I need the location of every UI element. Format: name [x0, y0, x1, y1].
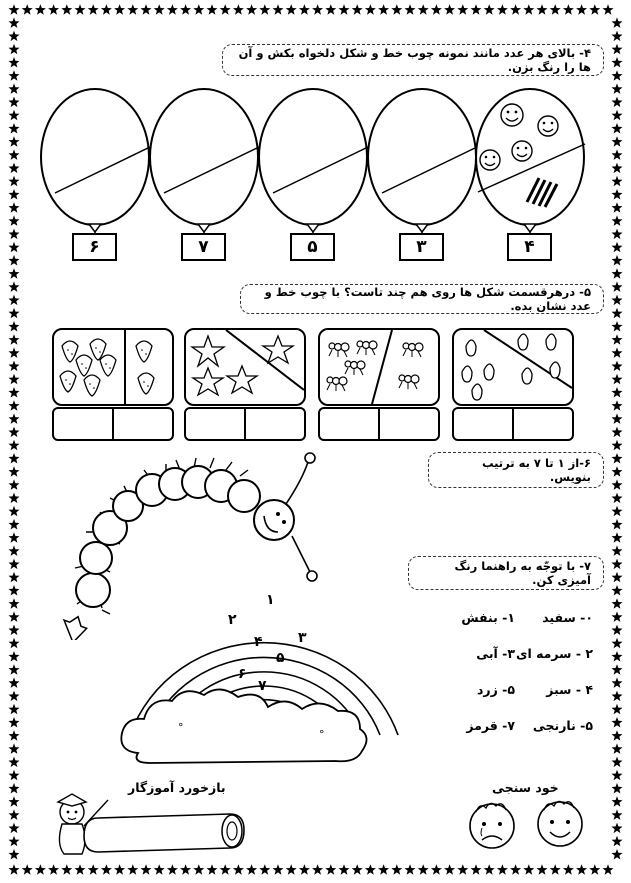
border-star: [612, 545, 623, 556]
answer-box-2[interactable]: [184, 407, 306, 441]
border-star: [365, 4, 376, 15]
border-star: [35, 864, 46, 875]
border-star: [471, 4, 482, 15]
border-star: [612, 638, 623, 649]
border-star: [612, 717, 623, 728]
q4-instruction: [222, 44, 604, 76]
border-star: [9, 347, 20, 358]
border-star: [612, 559, 623, 570]
border-star: [405, 864, 416, 875]
teacher-feedback-title: بازخورد آموزگار: [128, 780, 226, 795]
rainbow-number-7: ۷: [258, 678, 267, 694]
border-star: [612, 783, 623, 794]
rainbow-number-6: ۶: [238, 666, 247, 682]
border-star: [9, 57, 20, 68]
number-box-2: [181, 233, 226, 261]
cloud-mark-2: °: [319, 728, 325, 741]
border-star: [312, 4, 323, 15]
border-star: [127, 864, 138, 875]
number-cell[interactable]: [244, 409, 304, 439]
q6-instruction: [428, 452, 604, 488]
border-star: [9, 308, 20, 319]
number-box-5: [507, 233, 552, 261]
border-star: [35, 4, 46, 15]
border-star: [9, 506, 20, 517]
border-star: [612, 361, 623, 372]
scroll-icon: [44, 790, 254, 860]
border-star: [193, 864, 204, 875]
border-star: [612, 664, 623, 675]
border-star: [220, 864, 231, 875]
border-star: [612, 506, 623, 517]
ant-panel: [318, 328, 440, 406]
border-star: [484, 4, 495, 15]
legend-4-green: ۴ - سبز: [546, 682, 593, 697]
border-star: [365, 864, 376, 875]
border-star: [246, 4, 257, 15]
border-star: [180, 4, 191, 15]
border-star: [207, 4, 218, 15]
answer-box-1[interactable]: [52, 407, 174, 441]
number-box-1: [72, 233, 117, 261]
tally-cell[interactable]: [454, 409, 512, 439]
border-star: [537, 4, 548, 15]
q5-instruction-text: ۵- درهرقسمت شکل ها روی هم چند تاست؟ با چوب خط و عدد نشان بده.: [264, 285, 591, 313]
border-star: [9, 823, 20, 834]
border-star: [325, 864, 336, 875]
q7-instruction: [408, 556, 604, 590]
border-star: [9, 427, 20, 438]
border-star: [9, 519, 20, 530]
border-star: [612, 374, 623, 385]
border-star: [9, 796, 20, 807]
border-star: [114, 864, 125, 875]
border-star: [88, 864, 99, 875]
tally-cell[interactable]: [186, 409, 244, 439]
border-star: [612, 387, 623, 398]
border-star: [9, 757, 20, 768]
border-star: [352, 864, 363, 875]
starfish-icon: [186, 330, 304, 404]
rainbow-number-5: ۵: [276, 650, 285, 666]
border-star: [576, 864, 587, 875]
border-star: [612, 809, 623, 820]
border-star: [193, 4, 204, 15]
border-star: [589, 4, 600, 15]
border-star: [612, 427, 623, 438]
border-star: [9, 321, 20, 332]
border-star: [9, 361, 20, 372]
border-star: [9, 413, 20, 424]
border-star: [9, 545, 20, 556]
legend-2-navy: ۲ - سرمه ای: [515, 646, 593, 661]
seed-panel: [452, 328, 574, 406]
border-star: [325, 4, 336, 15]
border-star: [9, 743, 20, 754]
border-star: [457, 4, 468, 15]
border-star: [589, 864, 600, 875]
border-star: [9, 374, 20, 385]
ant-icon: [320, 330, 438, 404]
border-star: [207, 864, 218, 875]
border-star: [61, 4, 72, 15]
border-star: [9, 809, 20, 820]
border-star: [286, 864, 297, 875]
border-star: [9, 479, 20, 490]
border-star: [9, 717, 20, 728]
border-star: [612, 585, 623, 596]
border-star: [167, 4, 178, 15]
answer-box-3[interactable]: [318, 407, 440, 441]
border-star: [444, 864, 455, 875]
border-star: [378, 4, 389, 15]
border-star: [154, 864, 165, 875]
border-star: [9, 598, 20, 609]
border-star: [48, 4, 59, 15]
border-star: [9, 295, 20, 306]
number-label: ۶: [89, 237, 100, 257]
border-star: [497, 4, 508, 15]
legend-3-blue: ۳- آبی: [476, 646, 515, 661]
number-cell[interactable]: [378, 409, 438, 439]
q4-instruction-text: ۴- بالای هر عدد مانند نمونه چوب خط و شکل دلخواه بکش و آن ها را رنگ بزن.: [238, 46, 591, 74]
number-cell[interactable]: [512, 409, 572, 439]
border-star: [431, 864, 442, 875]
border-star: [405, 4, 416, 15]
border-star: [457, 864, 468, 875]
seed-icon: [454, 330, 572, 404]
border-star: [612, 466, 623, 477]
border-star: [444, 4, 455, 15]
border-star: [612, 334, 623, 345]
border-star: [246, 864, 257, 875]
border-star: [431, 4, 442, 15]
border-star: [612, 611, 623, 622]
border-star: [603, 4, 614, 15]
border-star: [9, 559, 20, 570]
q7-instruction-text: ۷- با توجّه به راهنما رنگ آمیزی کن.: [454, 559, 591, 587]
border-star: [101, 864, 112, 875]
border-star: [141, 864, 152, 875]
border-star: [9, 611, 20, 622]
border-star: [612, 479, 623, 490]
border-star: [220, 4, 231, 15]
strawberry-panel: [52, 328, 174, 406]
border-star: [612, 677, 623, 688]
border-star: [612, 57, 623, 68]
border-star: [391, 864, 402, 875]
border-star: [612, 743, 623, 754]
border-star: [9, 44, 20, 55]
legend-7-red: ۷- قرمز: [466, 718, 515, 733]
border-star: [9, 572, 20, 583]
border-star: [523, 864, 534, 875]
border-star: [141, 4, 152, 15]
border-star: [48, 864, 59, 875]
border-star: [259, 4, 270, 15]
balloon-4-example: [476, 89, 585, 238]
tally-cell[interactable]: [54, 409, 112, 439]
self-assessment-title: خود سنجی: [492, 780, 559, 795]
number-label: ۳: [416, 237, 427, 257]
border-star: [114, 4, 125, 15]
border-star: [75, 864, 86, 875]
border-star: [9, 638, 20, 649]
border-star: [612, 493, 623, 504]
border-star: [550, 864, 561, 875]
tally-cell[interactable]: [320, 409, 378, 439]
border-star: [612, 651, 623, 662]
border-star: [471, 864, 482, 875]
border-star: [510, 864, 521, 875]
border-star: [273, 4, 284, 15]
border-star: [9, 677, 20, 688]
border-star: [612, 400, 623, 411]
border-star: [563, 4, 574, 15]
balloon-3: [368, 89, 477, 238]
border-star: [167, 864, 178, 875]
border-star: [75, 4, 86, 15]
border-star: [61, 864, 72, 875]
rainbow-number-1: ۱: [266, 592, 275, 608]
border-star: [378, 864, 389, 875]
border-star: [9, 664, 20, 675]
border-star: [612, 440, 623, 451]
strawberry-icon: [54, 330, 172, 404]
border-star: [391, 4, 402, 15]
border-star: [9, 4, 20, 15]
number-cell[interactable]: [112, 409, 172, 439]
border-star: [9, 453, 20, 464]
border-star: [612, 757, 623, 768]
border-star: [612, 704, 623, 715]
border-star: [510, 4, 521, 15]
border-star: [9, 691, 20, 702]
border-star: [612, 347, 623, 358]
legend-6-orange: ۵- نارنجی: [532, 718, 593, 733]
border-star: [339, 4, 350, 15]
border-star: [9, 466, 20, 477]
number-label: ۴: [524, 237, 535, 257]
border-star: [9, 836, 20, 847]
border-star: [286, 4, 297, 15]
answer-box-4[interactable]: [452, 407, 574, 441]
border-star: [612, 823, 623, 834]
border-star: [180, 864, 191, 875]
border-star: [612, 598, 623, 609]
border-star: [9, 783, 20, 794]
border-star: [9, 493, 20, 504]
border-star: [612, 295, 623, 306]
border-star: [101, 4, 112, 15]
border-star: [612, 308, 623, 319]
border-star: [550, 4, 561, 15]
border-star: [9, 849, 20, 860]
border-star: [612, 730, 623, 741]
border-star: [612, 413, 623, 424]
border-star: [612, 849, 623, 860]
border-star: [9, 585, 20, 596]
border-star: [88, 4, 99, 15]
border-star: [612, 453, 623, 464]
border-star: [612, 31, 623, 41]
border-star: [612, 572, 623, 583]
border-star: [9, 730, 20, 741]
border-star: [9, 387, 20, 398]
border-star: [484, 864, 495, 875]
legend-0-white: ۰- سفید: [542, 610, 593, 625]
border-star: [612, 519, 623, 530]
border-star: [273, 864, 284, 875]
border-star: [612, 770, 623, 781]
sad-face-icon: [470, 803, 514, 848]
q5-instruction: [240, 284, 604, 314]
border-star: [612, 836, 623, 847]
happy-face-icon: [538, 801, 582, 846]
border-star: [312, 864, 323, 875]
number-box-4: [399, 233, 444, 261]
border-star: [9, 400, 20, 411]
border-star: [576, 4, 587, 15]
balloon-7: [150, 89, 259, 238]
border-star: [259, 864, 270, 875]
border-star: [612, 691, 623, 702]
balloon-5: [259, 89, 368, 238]
q6-instruction-text: ۶-از ۱ تا ۷ به ترتیب بنویس.: [481, 456, 591, 484]
border-star: [9, 532, 20, 543]
border-star: [612, 17, 623, 28]
border-star: [612, 625, 623, 636]
number-label: ۷: [198, 237, 209, 257]
border-star: [9, 281, 20, 292]
border-star: [22, 4, 33, 15]
border-star: [9, 625, 20, 636]
border-star: [537, 864, 548, 875]
border-star: [154, 4, 165, 15]
border-star: [612, 532, 623, 543]
border-star: [339, 864, 350, 875]
border-star: [299, 4, 310, 15]
border-star: [9, 440, 20, 451]
rainbow-number-2: ۲: [228, 612, 237, 628]
border-star: [523, 4, 534, 15]
border-star: [9, 31, 20, 41]
number-box-3: [290, 233, 335, 261]
border-star: [9, 17, 20, 28]
self-assessment-faces: [462, 798, 592, 854]
cloud-mark-1: °: [178, 721, 184, 734]
rainbow-number-4: ۴: [254, 634, 263, 650]
border-star: [9, 770, 20, 781]
border-star: [352, 4, 363, 15]
border-star: [9, 651, 20, 662]
border-star: [9, 864, 20, 875]
border-star: [418, 864, 429, 875]
border-star: [233, 864, 244, 875]
border-star: [127, 4, 138, 15]
border-star: [612, 796, 623, 807]
border-star: [9, 704, 20, 715]
border-star: [612, 44, 623, 55]
border-star: [563, 864, 574, 875]
border-star: [612, 321, 623, 332]
number-label: ۵: [307, 237, 318, 257]
border-star: [418, 4, 429, 15]
rainbow-number-3: ۳: [298, 630, 307, 646]
border-star: [22, 864, 33, 875]
border-star: [233, 4, 244, 15]
legend-5-yellow: ۵- زرد: [477, 682, 515, 697]
border-star: [299, 864, 310, 875]
starfish-panel: [184, 328, 306, 406]
border-star: [9, 334, 20, 345]
border-star: [603, 864, 614, 875]
arrow-up-icon: [58, 613, 89, 640]
legend-1-purple: ۱- بنفش: [461, 610, 515, 625]
border-star: [612, 281, 623, 292]
balloon-6: [41, 89, 150, 238]
border-star: [497, 864, 508, 875]
